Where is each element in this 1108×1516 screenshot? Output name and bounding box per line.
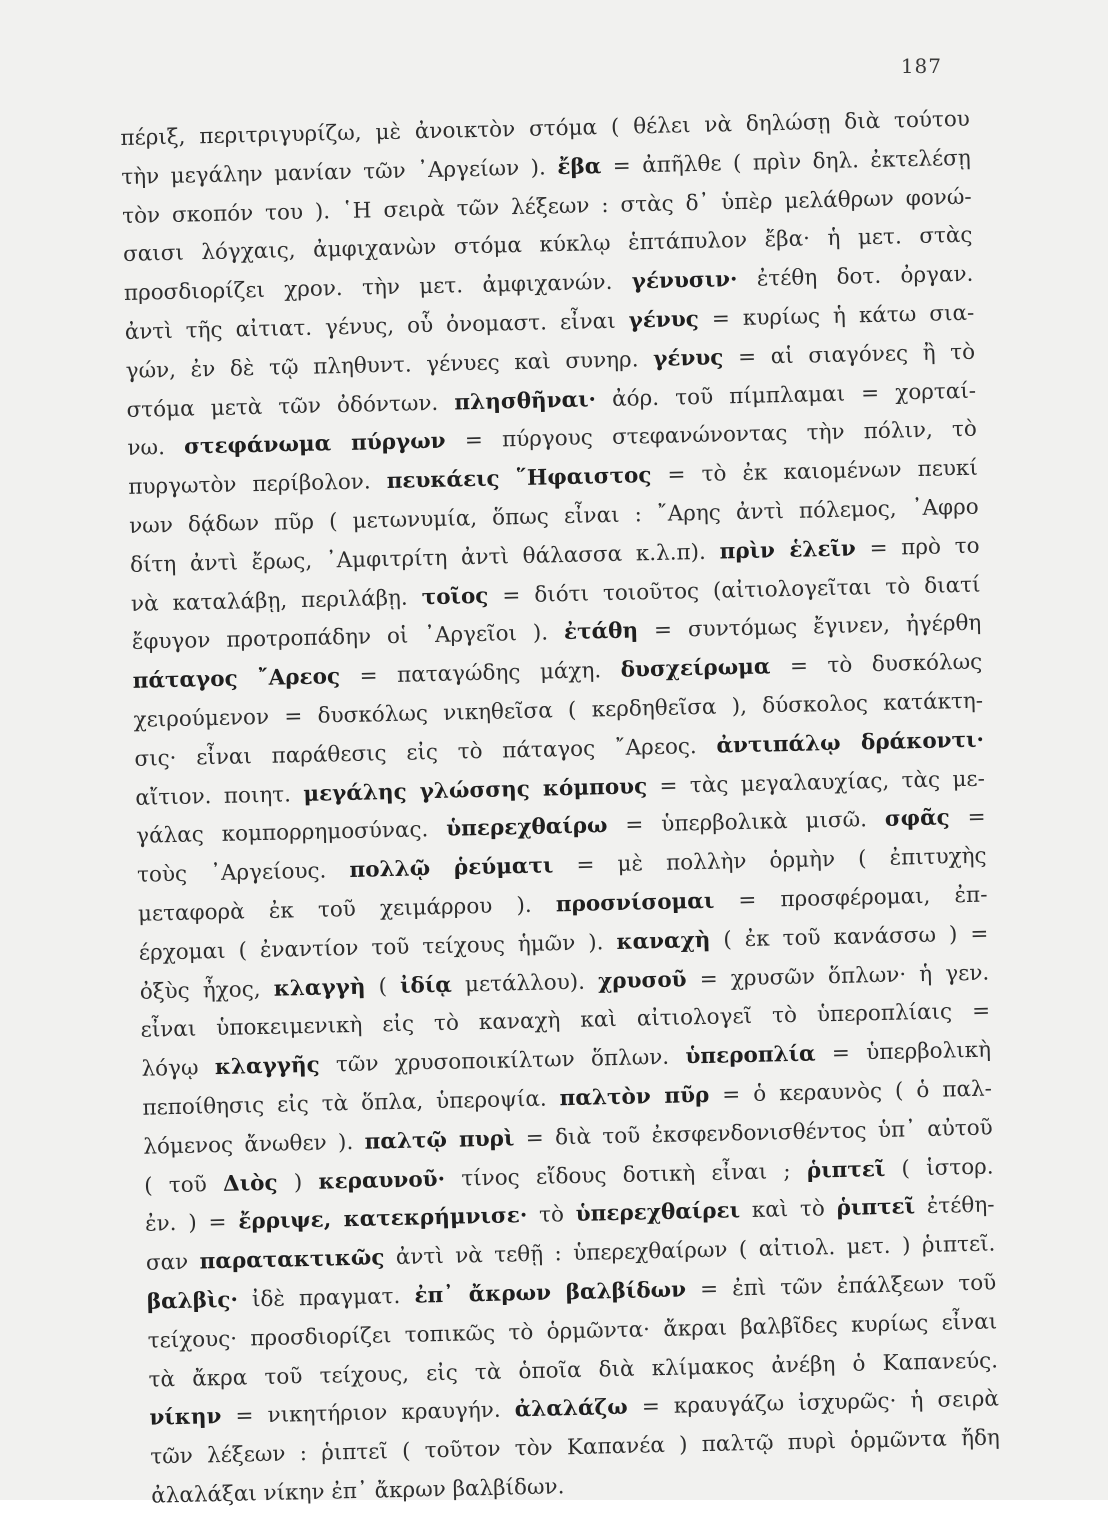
gloss-text: τῶν χρυσοποικίλτων ὅπλων. [319, 1044, 686, 1078]
gloss-text: ἐτέθη δοτ. ὀργαν. [737, 261, 974, 293]
gloss-text: ( [365, 973, 401, 1000]
gloss-text: = κραυγάζω ἰσχυρῶς· ἡ σειρὰ [627, 1386, 1000, 1421]
gloss-text: τῶν λέξεων : ῥιπτεῖ ( τοῦτον τὸν Καπανέα ) παλτῷ πυρὶ ὁρμῶντα ἤδη [150, 1425, 1001, 1470]
gloss-text: τὸν σκοπόν του ). ῾Η σειρὰ τῶν λέξεων : στὰς δ᾿ ὑπὲρ μελάθρων φονώ- [121, 184, 972, 229]
lemma-bold: καναχὴ [616, 927, 711, 955]
gloss-text: τοὺς ᾿Αργείους. [136, 858, 350, 888]
lemma-bold: ἀλαλάζω [514, 1395, 629, 1423]
lemma-bold: μεγάλης γλώσσης κόμπους [303, 773, 648, 807]
lemma-bold: κεραυνοῦ· [318, 1166, 446, 1195]
lemma-bold: στεφάνωμα πύργων [183, 429, 446, 461]
lemma-bold: παλτῷ πυρὶ [364, 1126, 515, 1155]
gloss-text: σαισι λόγχαις, ἀμφιχανὼν στόμα κύκλῳ ἑπτάπυλον ἔβα· ἡ μετ. στὰς [122, 223, 973, 268]
commentary-text-block [120, 101, 1001, 1516]
lemma-bold: κλαγγῆς [214, 1052, 320, 1081]
gloss-text: = [949, 804, 986, 831]
lemma-bold: γένυς [652, 345, 724, 372]
gloss-text: μετάλλου). [451, 968, 599, 998]
gloss-text: ( ἐκ τοῦ κανάσσω ) = [710, 921, 989, 953]
gloss-text: = συντόμως ἔγινεν, ἠγέρθη [637, 610, 982, 644]
lemma-bold: πολλῷ ῥεύματι [349, 853, 554, 884]
gloss-text: = μὲ πολλὴν ὁρμὴν ( ἐπιτυχὴς [553, 843, 987, 879]
gloss-text: εἶναι ὑποκειμενικὴ εἰς τὸ καναχὴ καὶ αἰτιολογεῖ τὸ ὑπεροπλίαις = [140, 998, 991, 1044]
gloss-text: ἰδὲ πραγματ. [237, 1283, 415, 1313]
gloss-text: = πρὸ το [855, 533, 980, 562]
lemma-bold: ὑπερεχθαίρει [575, 1198, 741, 1228]
gloss-text: = αἱ σιαγόνες ἢ τὸ [723, 339, 976, 371]
gloss-text: νὰ καταλάβῃ, περιλάβῃ. [130, 584, 423, 617]
lemma-bold: σφᾶς [884, 805, 951, 833]
gloss-text: = τὰς μεγαλαυχίας, τὰς με- [646, 766, 986, 799]
lemma-bold: κλαγγὴ [273, 974, 366, 1002]
lemma-bold: πλησθῆναι· [454, 386, 597, 416]
lemma-bold: Διὸς [222, 1170, 278, 1197]
gloss-text: σαν [145, 1249, 200, 1276]
lemma-bold: πρὶν ἑλεῖν [719, 536, 857, 565]
lemma-bold: ἀντιπάλῳ δράκοντι· [716, 727, 985, 759]
gloss-text: = διότι τοιοῦτος (αἰτιολογεῖται τὸ διατί [488, 572, 981, 609]
gloss-text: ἀλαλάξαι νίκην ἐπ᾿ ἄκρων βαλβίδων. [150, 1474, 565, 1509]
lemma-bold: πευκάεις ῞Ηφαιστος [386, 463, 652, 495]
lemma-bold: ἐπ᾿ ἄκρων βαλβίδων [414, 1277, 687, 1309]
gloss-text: = νικητήριον κραυγήν. [221, 1397, 516, 1430]
lemma-bold: ἐτάθη [563, 618, 639, 646]
gloss-text: ( τοῦ [143, 1171, 224, 1199]
lemma-bold: προσνίσομαι [555, 888, 715, 918]
gloss-text: = προσφέρομαι, ἐπ- [713, 882, 988, 914]
gloss-text: έρχομαι ( ἐναντίον τοῦ τείχους ἡμῶν ). [138, 929, 617, 966]
lemma-bold: γένυσιν· [631, 267, 738, 295]
gloss-text: δίτη ἀντὶ ἔρως, ᾿Αμφιτρίτη ἀντὶ θάλασσα κ.λ.π). [129, 539, 720, 578]
gloss-text: = τὸ ἐκ καιομένων πευκί [651, 455, 979, 489]
gloss-text: πεποίθησις εἰς τὰ ὅπλα, ὑπεροψία. [142, 1086, 560, 1121]
lemma-bold: ἔβα [557, 153, 602, 180]
lemma-bold: ῥιπτεῖ [836, 1194, 916, 1222]
gloss-text: = χρυσῶν ὅπλων· ἡ γεν. [686, 960, 990, 992]
gloss-text: ἔφυγον προτροπάδην οἱ ᾿Αργεῖοι ). [131, 620, 565, 656]
lemma-bold: δυσχείρωμα [620, 654, 771, 683]
gloss-text: γάλας κομπορρημοσύνας. [135, 817, 447, 850]
lemma-bold: παρατακτικῶς [199, 1245, 385, 1275]
gloss-text: = ὑπερβολικὴ [815, 1037, 992, 1067]
gloss-text: = ὁ κεραυνὸς ( ὁ παλ- [708, 1076, 993, 1108]
gloss-text: = παταγώδης μάχη. [339, 657, 621, 690]
gloss-text: τίνος εἴδους δοτικὴ εἶναι ; [444, 1158, 808, 1192]
gloss-text: ἐτέθη- [914, 1192, 995, 1220]
gloss-text: προσδιορίζει χρον. τὴν μετ. ἀμφιχανών. [123, 269, 633, 307]
gloss-text: = ὑπερβολικὰ μισῶ. [607, 807, 886, 839]
lemma-bold: χρυσοῦ [597, 966, 687, 994]
gloss-text: = πύργους στεφανώνοντας τὴν πόλιν, τὸ [445, 417, 978, 455]
gloss-text: καὶ τὸ [739, 1196, 837, 1224]
lemma-bold: ὑπεροπλία [685, 1041, 816, 1070]
gloss-text: τὰ ἄκρα τοῦ τείχους, εἰς τὰ ὁποῖα διὰ κλίμακος ἀνέβη ὁ Καπανεύς. [148, 1347, 999, 1393]
gloss-text: τὴν μεγάλην μανίαν τῶν ᾿Αργείων ). [121, 154, 558, 190]
gloss-text: τὸ [527, 1202, 577, 1229]
gloss-text: = ἐπὶ τῶν ἐπάλξεων τοῦ [685, 1270, 997, 1303]
gloss-text: νω. [127, 435, 185, 462]
gloss-text: = ἀπῆλθε ( πρὶν δηλ. ἐκτελέσῃ [600, 145, 971, 179]
gloss-text: γών, ἐν δὲ τῷ πληθυντ. γένυες καὶ συνηρ. [125, 346, 654, 384]
gloss-text: = κυρίως ἡ κάτω σια- [698, 300, 975, 332]
gloss-text: νων δᾴδων πῦρ ( μετωνυμία, ὅπως εἶναι : ῎Αρης ἀντὶ πόλεμος, ᾿Αφρο [128, 494, 979, 539]
gloss-text: αἴτιον. ποιητ. [135, 781, 304, 811]
gloss-text: ἐν. ) = [144, 1209, 239, 1238]
gloss-text: λόγῳ [141, 1055, 216, 1082]
gloss-text: ἀντὶ τῆς αἰτιατ. γένυς, οὗ ὀνομαστ. εἶναι [124, 308, 629, 345]
gloss-text: ( ἱστορ. [884, 1153, 994, 1182]
gloss-text: πέριξ, περιτριγυρίζω, μὲ ἀνοικτὸν στόμα ( θέλει νὰ δηλώσῃ διὰ τούτου [120, 106, 971, 151]
gloss-text: πυργωτὸν περίβολον. [128, 469, 387, 501]
lemma-bold: παλτὸν πῦρ [559, 1082, 710, 1112]
gloss-text: λόμενος ἄνωθεν ). [143, 1129, 365, 1160]
lemma-bold: τοῖος [421, 583, 489, 610]
lemma-bold: ὑπερεχθαίρω [445, 813, 608, 843]
lemma-bold: νίκην [149, 1404, 222, 1431]
gloss-text: σις· εἶναι παράθεσις εἰς τὸ πάταγος ῎Αρεος. [134, 733, 717, 772]
gloss-text: = τὸ δυσκόλως [770, 649, 983, 680]
gloss-text: = διὰ τοῦ ἐκσφενδονισθέντος ὑπ᾿ αὐτοῦ [514, 1115, 994, 1152]
gloss-text: χειρούμενον = δυσκόλως νικηθεῖσα ( κερδηθεῖσα ), δύσκολος κατάκτη- [133, 688, 984, 733]
lemma-bold: βαλβὶς· [146, 1287, 239, 1315]
gloss-text: ἀντὶ νὰ τεθῇ : ὑπερεχθαίρων ( αἰτιολ. μετ. ) ῥιπτεῖ. [384, 1231, 996, 1271]
page-number: 187 [900, 54, 942, 78]
gloss-text: μεταφορὰ ἐκ τοῦ χειμάρρου ). [137, 892, 557, 927]
lemma-bold: ἰδίᾳ [399, 972, 453, 999]
gloss-text: ) [277, 1169, 319, 1196]
lemma-bold: γένυς [628, 306, 700, 334]
gloss-text: τείχους· προσδιορίζει τοπικῶς τὸ ὁρμῶντα· ἄκραι βαλβῖδες κυρίως εἶναι [147, 1309, 998, 1354]
gloss-text: ἀόρ. τοῦ πίμπλαμαι = χορταί- [595, 378, 977, 412]
lemma-bold: ῥιπτεῖ [806, 1156, 886, 1184]
gloss-text: στόμα μετὰ τῶν ὀδόντων. [126, 390, 455, 423]
gloss-text: ὀξὺς ἦχος, [139, 976, 274, 1005]
lemma-bold: πάταγος ῎Αρεος [132, 664, 341, 695]
lemma-bold: ἔρριψε, κατεκρήμνισε· [238, 1203, 528, 1235]
